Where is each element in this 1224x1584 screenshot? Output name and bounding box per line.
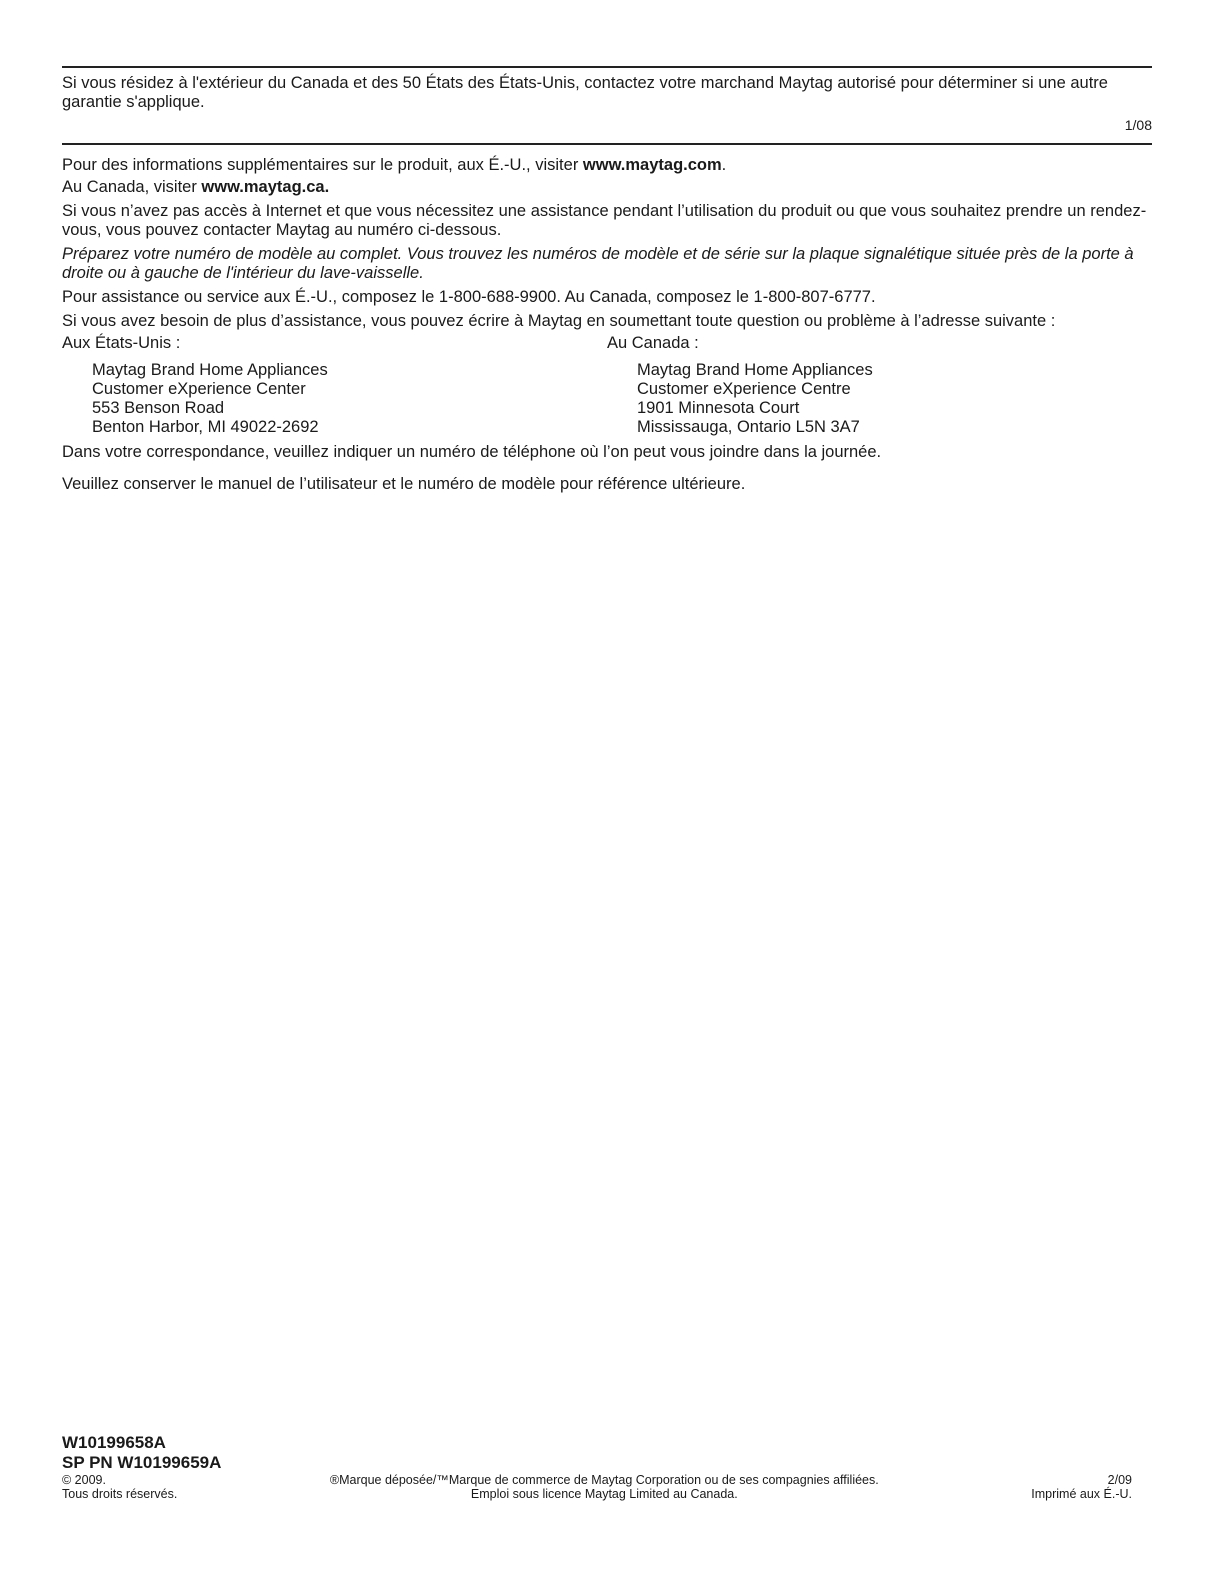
us-address-line: Maytag Brand Home Appliances (92, 361, 328, 379)
sp-part-number: SP PN W10199659A (62, 1453, 222, 1472)
copyright-block (62, 1473, 177, 1501)
write-note: Si vous avez besoin de plus d’assistance, vous pouvez écrire à Maytag en soumettant toute question ou problème à l’adresse suivante : (62, 312, 1056, 330)
document-page (62, 0, 1152, 494)
footer-legal-row (62, 1473, 1132, 1501)
keep-manual-note: Veuillez conserver le manuel de l’utilisateur et le numéro de modèle pour référence ultérieure. (62, 475, 746, 493)
correspondence-note: Dans votre correspondance, veuillez indiquer un numéro de téléphone où l’on peut vous joindre dans la journée. (62, 443, 882, 461)
us-address-line: 553 Benson Road (92, 399, 225, 417)
info-us-text: Pour des informations supplémentaires sur le produit, aux É.-U., visiter (62, 156, 583, 174)
printed-in: Imprimé aux É.-U. (1031, 1487, 1132, 1501)
part-number: W10199658A (62, 1433, 166, 1452)
top-rule (62, 66, 1152, 68)
maytag-com-link[interactable]: www.maytag.com (582, 156, 722, 174)
ca-address-line: Mississauga, Ontario L5N 3A7 (637, 418, 860, 436)
ca-address-block (607, 334, 1152, 437)
us-address-block (62, 334, 607, 437)
info-ca-text: Au Canada, visiter (62, 178, 202, 196)
info-us-line (62, 156, 1152, 175)
footer (62, 1433, 1132, 1501)
trademark-block (330, 1473, 879, 1501)
us-address-line: Benton Harbor, MI 49022-2692 (92, 418, 319, 436)
rights-reserved: Tous droits réservés. (62, 1487, 178, 1501)
copyright-year: © 2009. (62, 1473, 106, 1487)
info-ca-line (62, 178, 1152, 197)
ca-address-line: Maytag Brand Home Appliances (637, 361, 873, 379)
no-internet-note: Si vous n’avez pas accès à Internet et que vous nécessitez une assistance pendant l’utilisation du produit ou que vous souhaitez prendre un rendez-vous, vous pouvez contacter Maytag au numéro ci-dessous. (62, 202, 1147, 239)
ca-address-line: 1901 Minnesota Court (637, 399, 800, 417)
section-rule (62, 143, 1152, 145)
addresses (62, 334, 1152, 437)
us-address-line: Customer eXperience Center (92, 380, 306, 398)
us-address-heading: Aux États-Unis : (62, 334, 181, 352)
ca-address (607, 361, 1152, 437)
info-us-end: . (721, 156, 727, 174)
maytag-ca-link[interactable]: www.maytag.ca. (201, 178, 330, 196)
model-note: Préparez votre numéro de modèle au complet. Vous trouvez les numéros de modèle et de série sur la plaque signalétique située près de la porte à droite ou à gauche de l'intérieur du lave-vaisselle. (62, 245, 1134, 282)
print-date: 2/09 (1107, 1473, 1132, 1487)
ca-address-heading: Au Canada : (607, 334, 699, 352)
warranty-date: 1/08 (1124, 117, 1152, 133)
trademark-text: ®Marque déposée/™Marque de commerce de Maytag Corporation ou de ses compagnies affiliées. (329, 1473, 879, 1487)
ca-address-line: Customer eXperience Centre (637, 380, 851, 398)
print-info-block (1031, 1473, 1132, 1501)
phone-numbers: Pour assistance ou service aux É.-U., composez le 1-800-688-9900. Au Canada, composez le 1-800-807-6777. (62, 288, 876, 306)
license-text: Emploi sous licence Maytag Limited au Canada. (470, 1487, 738, 1501)
us-address (62, 361, 607, 437)
warranty-note: Si vous résidez à l'extérieur du Canada et des 50 États des États-Unis, contactez votre marchand Maytag autorisé pour déterminer si une autre garantie s'applique. (62, 74, 1108, 111)
